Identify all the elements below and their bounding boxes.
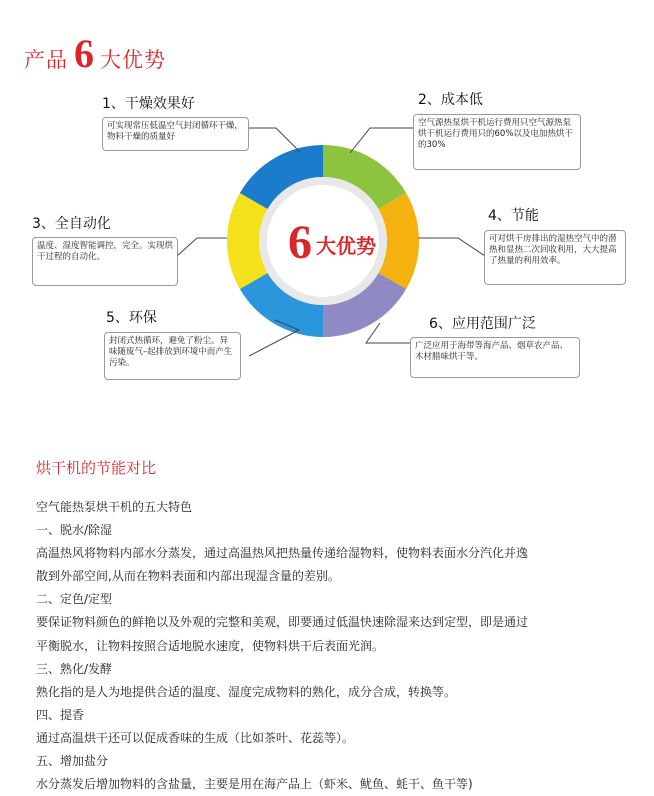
section-line: 五、增加盐分 [36,754,109,769]
section-line: 水分蒸发后增加物料的含盐量，主要是用在海产品上（虾米、鱿鱼、蚝干、鱼干等) [36,777,473,792]
section-line: 散到外部空间,从而在物料表面和内部出现湿含量的差别。 [36,569,340,584]
connector-4 [418,238,485,256]
section-line: 平衡脱水，让物料按照合适地脱水速度，使物料烘干后表面光润。 [36,638,385,653]
feature-2-title: 2、成本低 [418,92,483,108]
feature-4-desc: 可对烘干房排出的湿热空气中的潜热和显热二次回收利用，大大提高了热量的利用效率。 [484,230,626,285]
title-suffix: 大优势 [100,48,166,72]
section-line: 三、熟化/发酵 [36,661,113,676]
feature-5-title: 5、环保 [106,310,157,326]
title-prefix: 产品 [24,48,68,72]
feature-3-desc: 温度、湿度智能调控，完全。实现烘干过程的自动化。 [32,237,178,286]
center-number: 6 [288,216,312,269]
section-body [36,496,636,796]
feature-4-title: 4、节能 [488,208,539,224]
section-line: 通过高温烘干还可以促成香味的生成（比如茶叶、花蕊等）。 [36,730,355,745]
section-line: 熟化指的是人为地提供合适的温度、湿度完成物料的熟化，成分合成，转换等。 [36,684,457,699]
connector-1 [248,128,300,152]
connector-6 [366,323,410,343]
feature-1-title: 1、干燥效果好 [102,96,195,112]
section-line: 四、提香 [36,707,85,722]
feature-5-desc: 封闭式热循环，避免了粉尘。异味随废气–起排放到环境中而产生污染。 [104,332,241,380]
feature-6-desc: 广泛应用于海带等海产品、烟草农产品、木材腊味烘干等。 [410,337,580,378]
connector-2 [350,128,413,153]
section-line: 高温热风将物料内部水分蒸发，通过高温热风把热量传递给湿物料，使物料表面水分汽化并逸 [36,546,529,561]
center-label: 大优势 [316,234,376,258]
page-title [24,31,166,78]
feature-2-desc: 空气源热泵烘干机运行费用只空气源热泵烘干机运行费用只的60%以及电加热烘干的30% [413,114,581,170]
title-number: 6 [74,31,94,76]
section-line: 二、定色/定型 [36,592,113,607]
section-line: 一、脱水/除湿 [36,523,113,538]
section-line: 要保证物料颜色的鲜艳以及外观的完整和美观，即要通过低温快速除湿来达到定型，即是通过 [36,615,529,630]
feature-6-title: 6、应用范围广泛 [429,316,536,332]
section-title: 烘干机的节能对比 [36,459,157,477]
section-line: 空气能热泵烘干机的五大特色 [36,500,193,514]
connector-3 [177,238,227,256]
feature-1-desc: 可实现常压低温空气封闭循环干燥，物料干燥的质量好 [102,117,249,151]
feature-3-title: 3、全自动化 [32,216,111,232]
